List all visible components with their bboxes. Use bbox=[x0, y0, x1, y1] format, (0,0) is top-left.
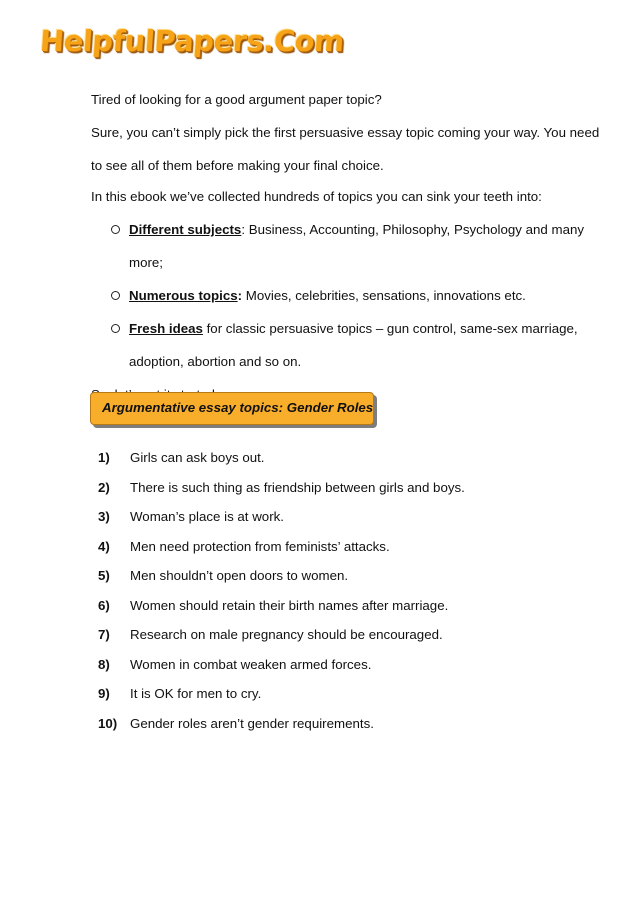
topic-number: 6) bbox=[98, 597, 110, 613]
bullet-icon bbox=[111, 225, 120, 234]
topic-item bbox=[98, 716, 465, 746]
intro-paragraph-2-line-2: to see all of them before making your final choice. bbox=[91, 158, 384, 173]
topic-text: Women in combat weaken armed forces. bbox=[130, 656, 372, 672]
topic-text: Women should retain their birth names after marriage. bbox=[130, 597, 449, 613]
topic-text: Men need protection from feminists’ attacks. bbox=[130, 538, 390, 554]
topic-number: 9) bbox=[98, 686, 110, 701]
topic-item bbox=[98, 450, 465, 480]
section-heading-box bbox=[90, 392, 374, 425]
topic-list bbox=[98, 450, 465, 745]
feature-item bbox=[91, 285, 601, 306]
topic-item bbox=[98, 480, 465, 510]
feature-list bbox=[91, 219, 601, 372]
feature-item bbox=[91, 318, 601, 372]
feature-term: Numerous topics bbox=[129, 288, 238, 303]
intro-paragraph-3: In this ebook we’ve collected hundreds of topics you can sink your teeth into: bbox=[91, 189, 542, 204]
site-logo bbox=[40, 24, 344, 72]
feature-text: Business, Accounting, Philosophy, Psychology and many bbox=[245, 222, 585, 237]
section-heading: Argumentative essay topics: Gender Roles bbox=[102, 400, 374, 415]
topic-text: Girls can ask boys out. bbox=[130, 450, 265, 465]
intro-section bbox=[91, 89, 601, 405]
topic-number: 8) bbox=[98, 656, 110, 672]
topic-number: 7) bbox=[98, 627, 110, 642]
topic-item bbox=[98, 568, 465, 598]
feature-term: Different subjects bbox=[129, 222, 242, 237]
topic-item bbox=[98, 598, 465, 628]
feature-separator: : bbox=[237, 288, 243, 303]
logo-text: HelpfulPapers.Com bbox=[38, 24, 346, 58]
feature-term: Fresh ideas bbox=[129, 321, 203, 336]
intro-paragraph-2-line-1: Sure, you can’t simply pick the first persuasive essay topic coming your way. You need bbox=[91, 125, 600, 140]
topic-number: 4) bbox=[98, 538, 110, 554]
topic-item bbox=[98, 539, 465, 569]
feature-text: Movies, celebrities, sensations, innovations etc. bbox=[242, 288, 526, 303]
topic-item bbox=[98, 686, 465, 716]
topic-text: Men shouldn’t open doors to women. bbox=[130, 568, 349, 583]
topic-item bbox=[98, 627, 465, 657]
topic-text: Gender roles aren’t gender requirements. bbox=[130, 715, 374, 731]
feature-text-continued: adoption, abortion and so on. bbox=[129, 354, 302, 369]
topic-text: It is OK for men to cry. bbox=[130, 686, 262, 701]
feature-separator: : bbox=[241, 222, 246, 237]
topic-text: Woman’s place is at work. bbox=[130, 509, 284, 524]
feature-text: for classic persuasive topics – gun control, same-sex marriage, bbox=[202, 321, 578, 336]
topic-number: 5) bbox=[98, 568, 110, 583]
topic-item bbox=[98, 657, 465, 687]
topic-text: There is such thing as friendship between girls and boys. bbox=[130, 479, 465, 495]
bullet-icon bbox=[111, 291, 120, 300]
bullet-icon bbox=[111, 324, 120, 333]
intro-paragraph-1: Tired of looking for a good argument paper topic? bbox=[91, 92, 382, 107]
feature-text-continued: more; bbox=[129, 255, 163, 270]
topic-number: 2) bbox=[98, 479, 110, 495]
topic-number: 10) bbox=[98, 715, 118, 731]
feature-item bbox=[91, 219, 601, 273]
topic-text: Research on male pregnancy should be encouraged. bbox=[130, 627, 443, 642]
topic-item bbox=[98, 509, 465, 539]
topic-number: 1) bbox=[98, 450, 110, 465]
topic-number: 3) bbox=[98, 509, 110, 524]
